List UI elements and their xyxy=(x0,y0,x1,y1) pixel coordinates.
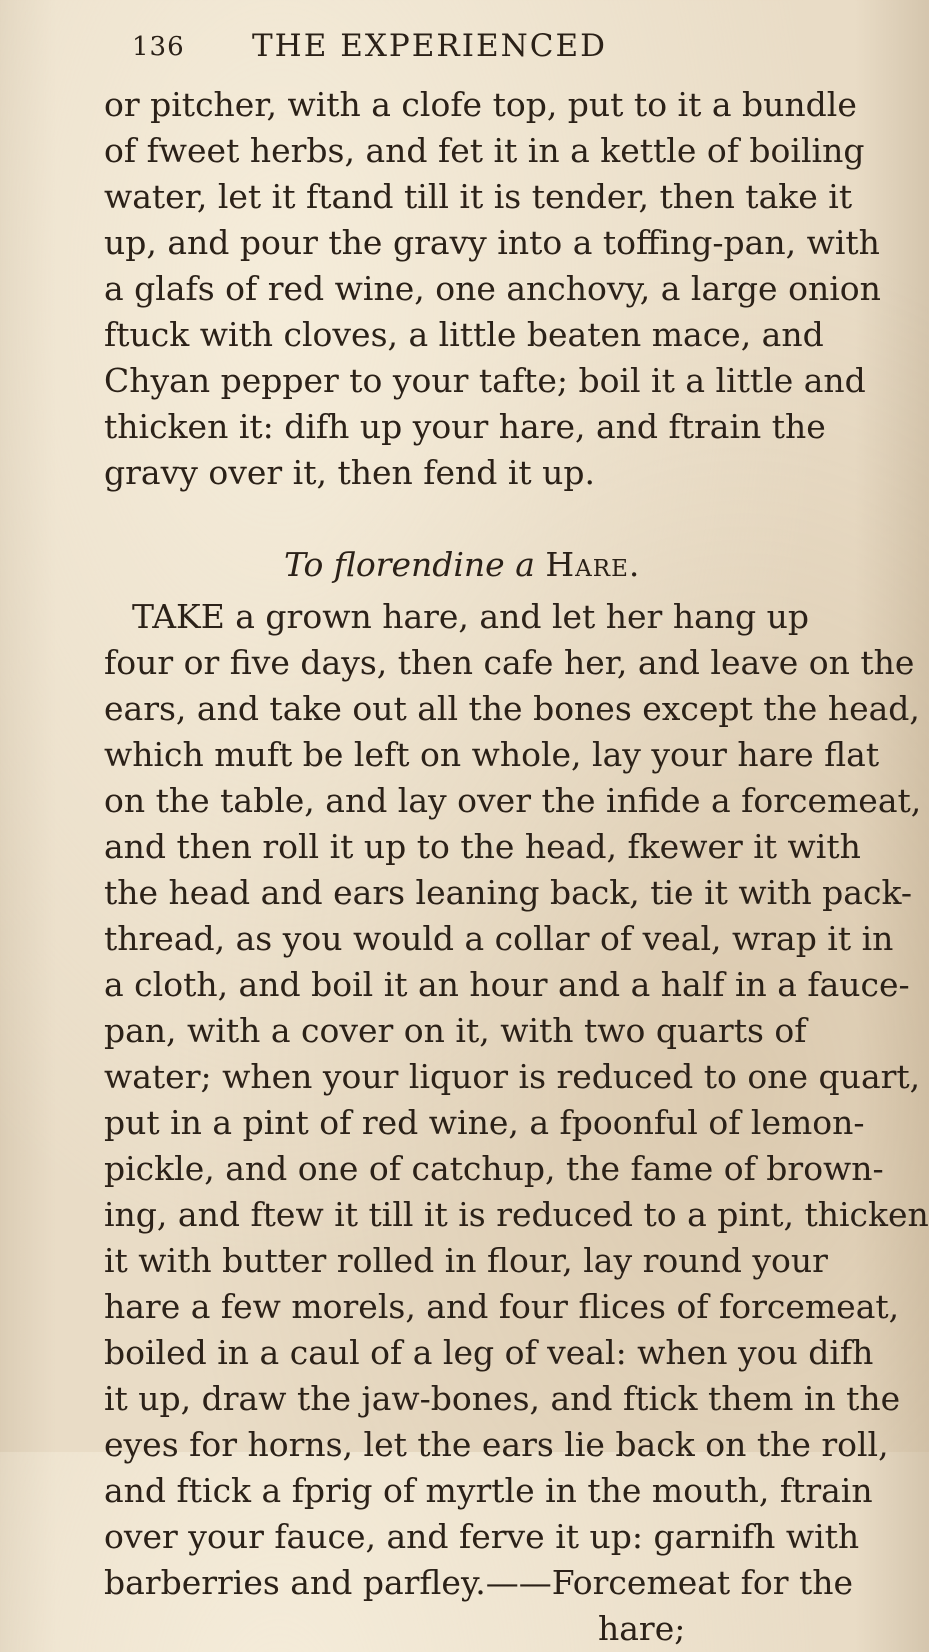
text-line: and ftick a fprig of myrtle in the mouth, ftrain xyxy=(104,1471,873,1510)
text-line: it with butter rolled in flour, lay round your xyxy=(104,1241,828,1280)
text-line: barberries and parfley.——Forcemeat for the xyxy=(104,1563,854,1602)
text-line: which muft be left on whole, lay your hare flat xyxy=(104,735,880,774)
recipe-paragraph xyxy=(104,594,929,1606)
body-text xyxy=(104,82,929,1652)
text-line: eyes for horns, let the ears lie back on the roll, xyxy=(104,1425,889,1464)
page-number: 136 xyxy=(132,32,185,62)
text-line: gravy over it, then fend it up. xyxy=(104,453,596,492)
running-head xyxy=(132,22,692,72)
text-line: water; when your liquor is reduced to one quart, xyxy=(104,1057,921,1096)
text-line: pickle, and one of catchup, the fame of brown- xyxy=(104,1149,884,1188)
text-line: ears, and take out all the bones except the head, xyxy=(104,689,920,728)
text-line: ing, and ftew it till it is reduced to a pint, thicken xyxy=(104,1195,929,1234)
text-line: hare a few morels, and four flices of forcemeat, xyxy=(104,1287,900,1326)
text-line: four or five days, then cafe her, and leave on the xyxy=(104,643,915,682)
text-line: or pitcher, with a clofe top, put to it a bundle xyxy=(104,85,857,124)
text-line: thicken it: difh up your hare, and ftrain the xyxy=(104,407,826,446)
recipe-heading xyxy=(104,542,768,588)
text-line: it up, draw the jaw-bones, and ftick them in the xyxy=(104,1379,901,1418)
paragraph-continued xyxy=(104,82,881,496)
text-line: over your fauce, and ferve it up: garnifh with xyxy=(104,1517,860,1556)
recipe-heading-caps: Hare. xyxy=(545,545,641,584)
text-line: water, let it ftand till it is tender, then take it xyxy=(104,177,853,216)
text-line: thread, as you would a collar of veal, wrap it in xyxy=(104,919,894,958)
text-line: and then roll it up to the head, fkewer it with xyxy=(104,827,861,866)
text-line: TAKE a grown hare, and let her hang up xyxy=(132,597,809,636)
catchword: hare; xyxy=(598,1609,686,1648)
text-line: up, and pour the gravy into a toffing-pan, with xyxy=(104,223,880,262)
text-line: pan, with a cover on it, with two quarts of xyxy=(104,1011,807,1050)
running-title: THE EXPERIENCED xyxy=(252,28,607,64)
text-line: of fweet herbs, and fet it in a kettle of boiling xyxy=(104,131,865,170)
text-line: ftuck with cloves, a little beaten mace, and xyxy=(104,315,824,354)
text-line: on the table, and lay over the infide a forcemeat, xyxy=(104,781,922,820)
text-line: the head and ears leaning back, tie it with pack- xyxy=(104,873,913,912)
text-line: a cloth, and boil it an hour and a half in a fauce- xyxy=(104,965,910,1004)
text-line: put in a pint of red wine, a fpoonful of lemon- xyxy=(104,1103,865,1142)
recipe-heading-italic: To florendine a xyxy=(284,545,535,584)
text-line: Chyan pepper to your tafte; boil it a little and xyxy=(104,361,866,400)
text-line: a glafs of red wine, one anchovy, a large onion xyxy=(104,269,881,308)
text-line: boiled in a caul of a leg of veal: when you difh xyxy=(104,1333,874,1372)
